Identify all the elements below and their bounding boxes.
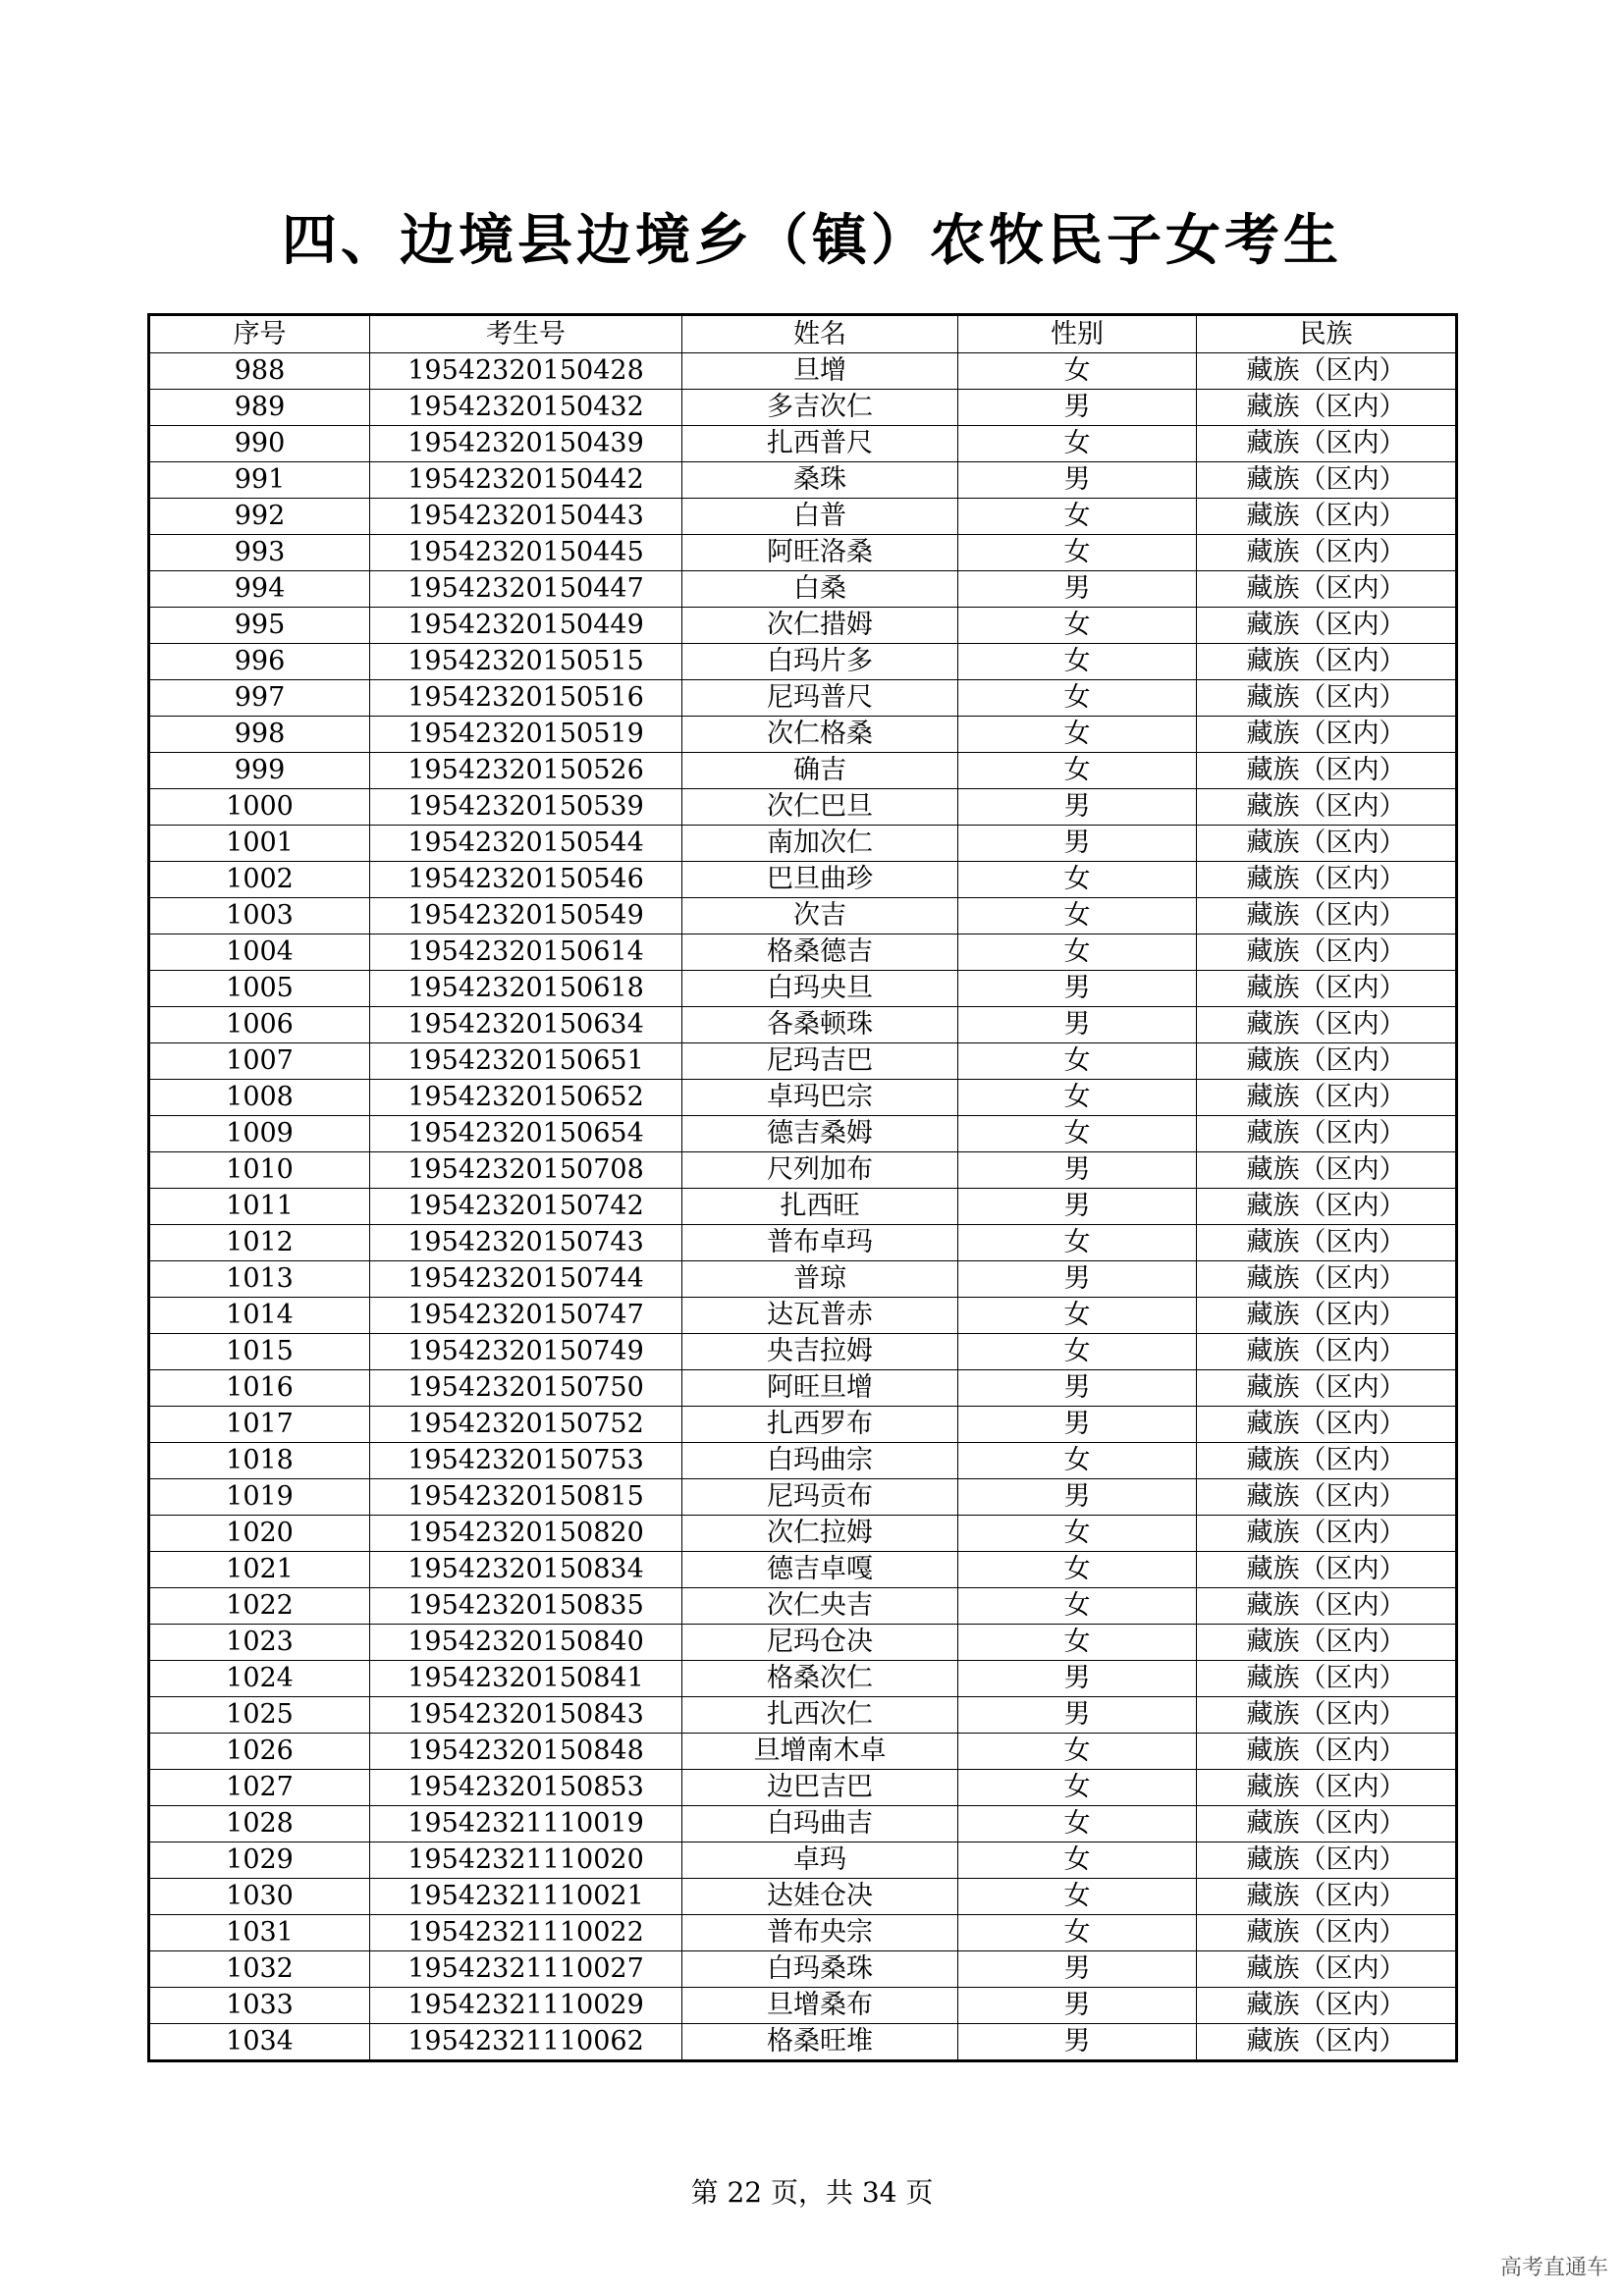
- cell-ethnicity: 藏族（区内）: [1197, 1261, 1457, 1298]
- cell-gender: 男: [958, 1479, 1197, 1516]
- cell-index: 998: [149, 717, 370, 753]
- cell-gender: 男: [958, 971, 1197, 1007]
- cell-index: 1030: [149, 1879, 370, 1915]
- cell-name: 白玛曲吉: [682, 1806, 958, 1842]
- cell-gender: 男: [958, 1697, 1197, 1734]
- cell-index: 993: [149, 535, 370, 571]
- cell-index: 995: [149, 608, 370, 644]
- cell-ethnicity: 藏族（区内）: [1197, 571, 1457, 608]
- table-row: [149, 1588, 1457, 1625]
- cell-ethnicity: 藏族（区内）: [1197, 1661, 1457, 1697]
- cell-exam-number: 19542320150853: [370, 1770, 682, 1806]
- cell-name: 扎西罗布: [682, 1407, 958, 1443]
- cell-gender: 女: [958, 1806, 1197, 1842]
- cell-index: 1020: [149, 1516, 370, 1552]
- cell-name: 旦增: [682, 353, 958, 390]
- cell-ethnicity: 藏族（区内）: [1197, 1007, 1457, 1043]
- cell-index: 997: [149, 680, 370, 717]
- cell-index: 1007: [149, 1043, 370, 1080]
- cell-name: 格桑旺堆: [682, 2024, 958, 2061]
- cell-ethnicity: 藏族（区内）: [1197, 1697, 1457, 1734]
- cell-gender: 女: [958, 1516, 1197, 1552]
- col-header-name: 姓名: [682, 315, 958, 353]
- watermark: 高考直通车: [1499, 2256, 1608, 2280]
- cell-exam-number: 19542320150708: [370, 1152, 682, 1189]
- cell-exam-number: 19542320150843: [370, 1697, 682, 1734]
- cell-name: 确吉: [682, 753, 958, 789]
- cell-exam-number: 19542321110021: [370, 1879, 682, 1915]
- cell-gender: 女: [958, 1552, 1197, 1588]
- cell-ethnicity: 藏族（区内）: [1197, 1806, 1457, 1842]
- cell-index: 1005: [149, 971, 370, 1007]
- cell-name: 普布卓玛: [682, 1225, 958, 1261]
- cell-name: 央吉拉姆: [682, 1334, 958, 1370]
- page-number: 第 22 页，共 34 页: [690, 2176, 934, 2209]
- table-row: [149, 1116, 1457, 1152]
- cell-index: 991: [149, 462, 370, 499]
- cell-name: 旦增桑布: [682, 1988, 958, 2024]
- cell-exam-number: 19542320150449: [370, 608, 682, 644]
- cell-ethnicity: 藏族（区内）: [1197, 1516, 1457, 1552]
- cell-ethnicity: 藏族（区内）: [1197, 1479, 1457, 1516]
- cell-ethnicity: 藏族（区内）: [1197, 789, 1457, 826]
- cell-ethnicity: 藏族（区内）: [1197, 644, 1457, 680]
- cell-name: 白普: [682, 499, 958, 535]
- table-row: [149, 1697, 1457, 1734]
- cell-exam-number: 19542320150515: [370, 644, 682, 680]
- cell-ethnicity: 藏族（区内）: [1197, 1298, 1457, 1334]
- table-row: [149, 1661, 1457, 1697]
- cell-index: 1006: [149, 1007, 370, 1043]
- cell-exam-number: 19542320150445: [370, 535, 682, 571]
- cell-index: 1008: [149, 1080, 370, 1116]
- cell-ethnicity: 藏族（区内）: [1197, 1842, 1457, 1879]
- cell-gender: 女: [958, 1225, 1197, 1261]
- cell-name: 阿旺洛桑: [682, 535, 958, 571]
- cell-index: 1015: [149, 1334, 370, 1370]
- cell-name: 次仁央吉: [682, 1588, 958, 1625]
- table-row: [149, 1552, 1457, 1588]
- cell-name: 次吉: [682, 898, 958, 934]
- cell-name: 旦增南木卓: [682, 1734, 958, 1770]
- cell-ethnicity: 藏族（区内）: [1197, 1588, 1457, 1625]
- cell-name: 格桑德吉: [682, 934, 958, 971]
- cell-gender: 男: [958, 1007, 1197, 1043]
- cell-gender: 女: [958, 934, 1197, 971]
- cell-ethnicity: 藏族（区内）: [1197, 608, 1457, 644]
- cell-index: 1011: [149, 1189, 370, 1225]
- table-row: [149, 1879, 1457, 1915]
- cell-name: 次仁拉姆: [682, 1516, 958, 1552]
- cell-ethnicity: 藏族（区内）: [1197, 535, 1457, 571]
- cell-gender: 男: [958, 1407, 1197, 1443]
- table-row: [149, 753, 1457, 789]
- cell-name: 南加次仁: [682, 826, 958, 862]
- cell-exam-number: 19542321110022: [370, 1915, 682, 1951]
- cell-name: 尼玛贡布: [682, 1479, 958, 1516]
- cell-ethnicity: 藏族（区内）: [1197, 1152, 1457, 1189]
- table-row: [149, 1770, 1457, 1806]
- cell-gender: 女: [958, 1080, 1197, 1116]
- table-row: [149, 535, 1457, 571]
- cell-name: 白桑: [682, 571, 958, 608]
- cell-ethnicity: 藏族（区内）: [1197, 1734, 1457, 1770]
- table-row: [149, 1225, 1457, 1261]
- col-header-index: 序号: [149, 315, 370, 353]
- cell-ethnicity: 藏族（区内）: [1197, 1334, 1457, 1370]
- cell-ethnicity: 藏族（区内）: [1197, 1552, 1457, 1588]
- table-row: [149, 1443, 1457, 1479]
- cell-exam-number: 19542320150614: [370, 934, 682, 971]
- cell-exam-number: 19542320150743: [370, 1225, 682, 1261]
- cell-name: 达娃仓决: [682, 1879, 958, 1915]
- cell-ethnicity: 藏族（区内）: [1197, 499, 1457, 535]
- table-row: [149, 717, 1457, 753]
- cell-index: 1016: [149, 1370, 370, 1407]
- cell-exam-number: 19542320150840: [370, 1625, 682, 1661]
- cell-name: 达瓦普赤: [682, 1298, 958, 1334]
- col-header-gender: 性别: [958, 315, 1197, 353]
- cell-gender: 女: [958, 1625, 1197, 1661]
- cell-gender: 女: [958, 1588, 1197, 1625]
- table-row: [149, 1479, 1457, 1516]
- cell-ethnicity: 藏族（区内）: [1197, 898, 1457, 934]
- cell-name: 白玛曲宗: [682, 1443, 958, 1479]
- cell-index: 989: [149, 390, 370, 426]
- cell-exam-number: 19542320150443: [370, 499, 682, 535]
- table-row: [149, 608, 1457, 644]
- cell-gender: 女: [958, 717, 1197, 753]
- cell-name: 巴旦曲珍: [682, 862, 958, 898]
- cell-ethnicity: 藏族（区内）: [1197, 1770, 1457, 1806]
- cell-ethnicity: 藏族（区内）: [1197, 826, 1457, 862]
- cell-exam-number: 19542320150841: [370, 1661, 682, 1697]
- cell-name: 白玛片多: [682, 644, 958, 680]
- table-row: [149, 1734, 1457, 1770]
- cell-ethnicity: 藏族（区内）: [1197, 934, 1457, 971]
- cell-exam-number: 19542320150749: [370, 1334, 682, 1370]
- table-header: [149, 315, 1457, 353]
- cell-name: 白玛桑珠: [682, 1951, 958, 1988]
- cell-exam-number: 19542320150820: [370, 1516, 682, 1552]
- cell-ethnicity: 藏族（区内）: [1197, 1043, 1457, 1080]
- cell-exam-number: 19542320150654: [370, 1116, 682, 1152]
- cell-ethnicity: 藏族（区内）: [1197, 1407, 1457, 1443]
- table-row: [149, 462, 1457, 499]
- cell-exam-number: 19542321110062: [370, 2024, 682, 2061]
- cell-exam-number: 19542321110027: [370, 1951, 682, 1988]
- cell-ethnicity: 藏族（区内）: [1197, 1225, 1457, 1261]
- col-header-ethnicity: 民族: [1197, 315, 1457, 353]
- cell-gender: 男: [958, 1661, 1197, 1697]
- cell-gender: 男: [958, 390, 1197, 426]
- cell-gender: 女: [958, 1298, 1197, 1334]
- cell-index: 1028: [149, 1806, 370, 1842]
- table-row: [149, 1334, 1457, 1370]
- cell-exam-number: 19542320150742: [370, 1189, 682, 1225]
- cell-name: 普布央宗: [682, 1915, 958, 1951]
- cell-name: 尼玛吉巴: [682, 1043, 958, 1080]
- cell-gender: 男: [958, 1370, 1197, 1407]
- table-row: [149, 898, 1457, 934]
- table-row: [149, 1951, 1457, 1988]
- cell-exam-number: 19542320150651: [370, 1043, 682, 1080]
- cell-exam-number: 19542320150753: [370, 1443, 682, 1479]
- table-row: [149, 1806, 1457, 1842]
- cell-index: 1017: [149, 1407, 370, 1443]
- cell-ethnicity: 藏族（区内）: [1197, 1080, 1457, 1116]
- cell-exam-number: 19542320150539: [370, 789, 682, 826]
- table-row: [149, 571, 1457, 608]
- cell-gender: 女: [958, 1443, 1197, 1479]
- table-row: [149, 934, 1457, 971]
- cell-gender: 女: [958, 535, 1197, 571]
- cell-exam-number: 19542320150652: [370, 1080, 682, 1116]
- table-body: [149, 353, 1457, 2061]
- table-row: [149, 1007, 1457, 1043]
- cell-ethnicity: 藏族（区内）: [1197, 2024, 1457, 2061]
- cell-gender: 女: [958, 898, 1197, 934]
- cell-exam-number: 19542320150428: [370, 353, 682, 390]
- cell-name: 德吉桑姆: [682, 1116, 958, 1152]
- cell-exam-number: 19542320150747: [370, 1298, 682, 1334]
- cell-ethnicity: 藏族（区内）: [1197, 353, 1457, 390]
- table-row: [149, 390, 1457, 426]
- cell-exam-number: 19542320150834: [370, 1552, 682, 1588]
- cell-name: 白玛央旦: [682, 971, 958, 1007]
- cell-index: 990: [149, 426, 370, 462]
- cell-index: 988: [149, 353, 370, 390]
- cell-name: 格桑次仁: [682, 1661, 958, 1697]
- cell-name: 次仁格桑: [682, 717, 958, 753]
- cell-index: 1013: [149, 1261, 370, 1298]
- cell-gender: 女: [958, 680, 1197, 717]
- cell-gender: 女: [958, 1043, 1197, 1080]
- cell-name: 扎西次仁: [682, 1697, 958, 1734]
- cell-ethnicity: 藏族（区内）: [1197, 1879, 1457, 1915]
- cell-gender: 女: [958, 862, 1197, 898]
- cell-ethnicity: 藏族（区内）: [1197, 426, 1457, 462]
- cell-ethnicity: 藏族（区内）: [1197, 1625, 1457, 1661]
- cell-exam-number: 19542320150546: [370, 862, 682, 898]
- table-row: [149, 644, 1457, 680]
- col-header-exam-number: 考生号: [370, 315, 682, 353]
- cell-exam-number: 19542321110020: [370, 1842, 682, 1879]
- cell-exam-number: 19542320150549: [370, 898, 682, 934]
- cell-index: 1002: [149, 862, 370, 898]
- cell-index: 1018: [149, 1443, 370, 1479]
- table-row: [149, 1261, 1457, 1298]
- cell-name: 尺列加布: [682, 1152, 958, 1189]
- cell-exam-number: 19542321110029: [370, 1988, 682, 2024]
- cell-gender: 男: [958, 826, 1197, 862]
- table-row: [149, 1298, 1457, 1334]
- cell-exam-number: 19542320150544: [370, 826, 682, 862]
- table-row: [149, 680, 1457, 717]
- cell-gender: 男: [958, 1189, 1197, 1225]
- cell-exam-number: 19542320150634: [370, 1007, 682, 1043]
- cell-gender: 女: [958, 1842, 1197, 1879]
- cell-exam-number: 19542320150618: [370, 971, 682, 1007]
- cell-name: 扎西旺: [682, 1189, 958, 1225]
- table-row: [149, 1370, 1457, 1407]
- table-row: [149, 1080, 1457, 1116]
- table-row: [149, 1043, 1457, 1080]
- cell-index: 1032: [149, 1951, 370, 1988]
- cell-gender: 女: [958, 644, 1197, 680]
- cell-gender: 女: [958, 608, 1197, 644]
- cell-ethnicity: 藏族（区内）: [1197, 1116, 1457, 1152]
- cell-ethnicity: 藏族（区内）: [1197, 1370, 1457, 1407]
- cell-name: 尼玛仓决: [682, 1625, 958, 1661]
- cell-ethnicity: 藏族（区内）: [1197, 862, 1457, 898]
- cell-gender: 男: [958, 571, 1197, 608]
- cell-gender: 女: [958, 1915, 1197, 1951]
- cell-name: 德吉卓嘎: [682, 1552, 958, 1588]
- cell-gender: 男: [958, 1951, 1197, 1988]
- table-row: [149, 1407, 1457, 1443]
- table-row: [149, 426, 1457, 462]
- cell-index: 1000: [149, 789, 370, 826]
- cell-ethnicity: 藏族（区内）: [1197, 1988, 1457, 2024]
- table-row: [149, 789, 1457, 826]
- cell-gender: 男: [958, 1261, 1197, 1298]
- cell-ethnicity: 藏族（区内）: [1197, 462, 1457, 499]
- cell-exam-number: 19542320150519: [370, 717, 682, 753]
- cell-gender: 男: [958, 1988, 1197, 2024]
- cell-name: 次仁措姆: [682, 608, 958, 644]
- cell-gender: 女: [958, 1734, 1197, 1770]
- cell-name: 扎西普尺: [682, 426, 958, 462]
- cell-gender: 男: [958, 1152, 1197, 1189]
- cell-index: 1001: [149, 826, 370, 862]
- cell-ethnicity: 藏族（区内）: [1197, 971, 1457, 1007]
- cell-name: 卓玛巴宗: [682, 1080, 958, 1116]
- candidate-table: [147, 313, 1458, 2062]
- cell-gender: 女: [958, 1116, 1197, 1152]
- table-row: [149, 1625, 1457, 1661]
- cell-name: 普琼: [682, 1261, 958, 1298]
- cell-gender: 女: [958, 426, 1197, 462]
- cell-ethnicity: 藏族（区内）: [1197, 1443, 1457, 1479]
- cell-name: 次仁巴旦: [682, 789, 958, 826]
- cell-name: 多吉次仁: [682, 390, 958, 426]
- table-row: [149, 971, 1457, 1007]
- cell-gender: 女: [958, 1770, 1197, 1806]
- table-row: [149, 353, 1457, 390]
- cell-ethnicity: 藏族（区内）: [1197, 680, 1457, 717]
- cell-index: 1019: [149, 1479, 370, 1516]
- cell-gender: 女: [958, 499, 1197, 535]
- cell-ethnicity: 藏族（区内）: [1197, 717, 1457, 753]
- cell-name: 边巴吉巴: [682, 1770, 958, 1806]
- cell-exam-number: 19542320150439: [370, 426, 682, 462]
- cell-name: 卓玛: [682, 1842, 958, 1879]
- cell-index: 996: [149, 644, 370, 680]
- cell-index: 1024: [149, 1661, 370, 1697]
- cell-index: 999: [149, 753, 370, 789]
- cell-index: 994: [149, 571, 370, 608]
- cell-index: 1009: [149, 1116, 370, 1152]
- table-row: [149, 826, 1457, 862]
- cell-index: 1023: [149, 1625, 370, 1661]
- cell-exam-number: 19542320150835: [370, 1588, 682, 1625]
- cell-exam-number: 19542320150848: [370, 1734, 682, 1770]
- cell-gender: 男: [958, 2024, 1197, 2061]
- cell-gender: 女: [958, 753, 1197, 789]
- cell-index: 1026: [149, 1734, 370, 1770]
- cell-index: 1014: [149, 1298, 370, 1334]
- cell-ethnicity: 藏族（区内）: [1197, 390, 1457, 426]
- cell-index: 1029: [149, 1842, 370, 1879]
- cell-exam-number: 19542320150750: [370, 1370, 682, 1407]
- table-row: [149, 1842, 1457, 1879]
- cell-exam-number: 19542320150744: [370, 1261, 682, 1298]
- cell-gender: 女: [958, 1879, 1197, 1915]
- cell-name: 桑珠: [682, 462, 958, 499]
- cell-index: 1031: [149, 1915, 370, 1951]
- cell-exam-number: 19542320150432: [370, 390, 682, 426]
- table-row: [149, 1189, 1457, 1225]
- cell-exam-number: 19542320150442: [370, 462, 682, 499]
- cell-exam-number: 19542320150815: [370, 1479, 682, 1516]
- cell-index: 1003: [149, 898, 370, 934]
- cell-exam-number: 19542320150447: [370, 571, 682, 608]
- cell-index: 1025: [149, 1697, 370, 1734]
- table-row: [149, 1988, 1457, 2024]
- table-row: [149, 862, 1457, 898]
- cell-index: 1033: [149, 1988, 370, 2024]
- cell-gender: 女: [958, 1334, 1197, 1370]
- cell-index: 1027: [149, 1770, 370, 1806]
- cell-exam-number: 19542320150526: [370, 753, 682, 789]
- cell-exam-number: 19542321110019: [370, 1806, 682, 1842]
- table-row: [149, 1152, 1457, 1189]
- cell-name: 尼玛普尺: [682, 680, 958, 717]
- cell-gender: 女: [958, 353, 1197, 390]
- cell-index: 1022: [149, 1588, 370, 1625]
- cell-exam-number: 19542320150752: [370, 1407, 682, 1443]
- cell-index: 1010: [149, 1152, 370, 1189]
- cell-exam-number: 19542320150516: [370, 680, 682, 717]
- cell-gender: 男: [958, 462, 1197, 499]
- cell-index: 992: [149, 499, 370, 535]
- table-row: [149, 2024, 1457, 2061]
- cell-name: 阿旺旦增: [682, 1370, 958, 1407]
- cell-name: 各桑顿珠: [682, 1007, 958, 1043]
- cell-index: 1021: [149, 1552, 370, 1588]
- cell-ethnicity: 藏族（区内）: [1197, 1951, 1457, 1988]
- table-row: [149, 1915, 1457, 1951]
- cell-ethnicity: 藏族（区内）: [1197, 1189, 1457, 1225]
- cell-index: 1012: [149, 1225, 370, 1261]
- cell-ethnicity: 藏族（区内）: [1197, 753, 1457, 789]
- cell-index: 1034: [149, 2024, 370, 2061]
- header-row: [149, 315, 1457, 353]
- cell-ethnicity: 藏族（区内）: [1197, 1915, 1457, 1951]
- table-row: [149, 1516, 1457, 1552]
- table-row: [149, 499, 1457, 535]
- cell-index: 1004: [149, 934, 370, 971]
- cell-gender: 男: [958, 789, 1197, 826]
- page-title: 四、边境县边境乡（镇）农牧民子女考生: [282, 208, 1342, 273]
